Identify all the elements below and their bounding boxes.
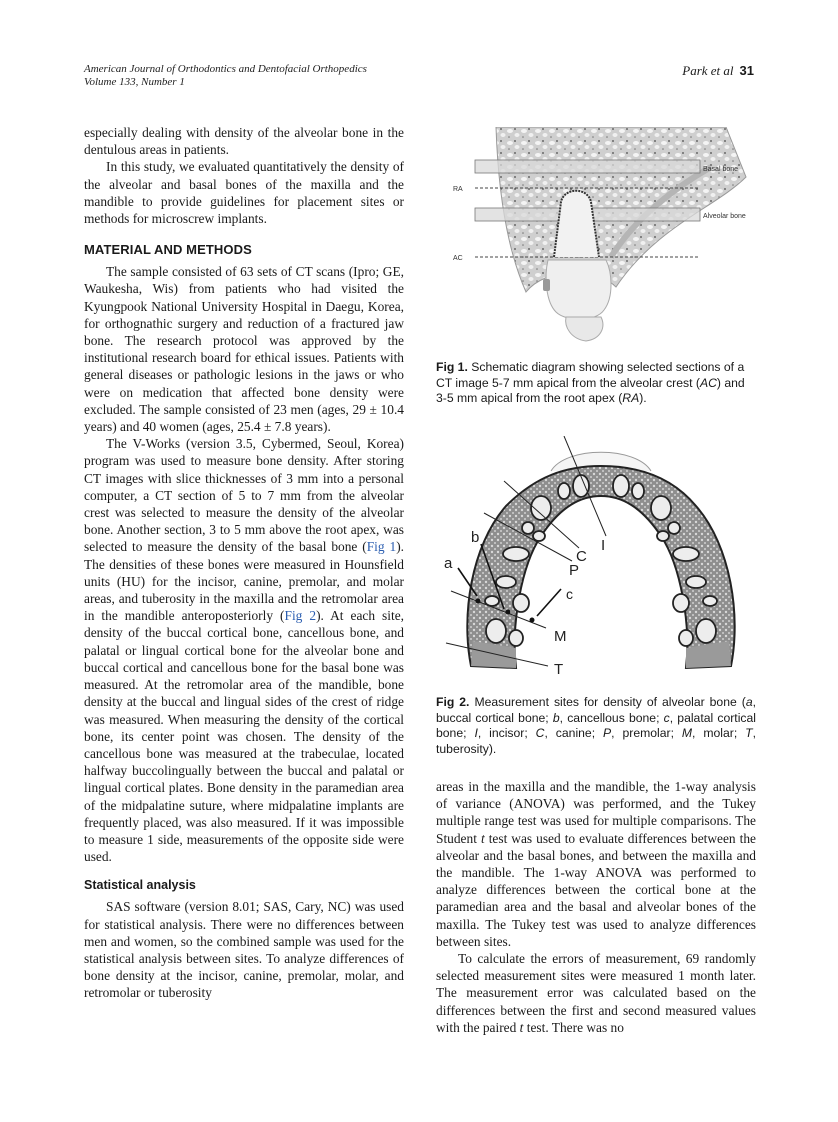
running-header [84,63,754,89]
statistics-text: To calculate the errors of measurement, 69 randomly selected measurement sites were measured 1 month later. The measurement error was calculated based on the differences between the first and second measured values with the paired [436,951,756,1035]
caption-abbrev: T [745,726,753,740]
caption-text: , incisor; [477,726,536,740]
caption-abbrev: c [663,710,670,725]
left-column [84,124,404,1002]
label-palatal-cortical: c [566,586,573,602]
tooth-bone-section-illustration [436,127,756,343]
methods-text: ). The densities of these bones were measured in Hounsfield units (HU) for the incisor, canine, premolar, and molar areas, and tuberosity in the maxilla and the retromolar area in the mandible anteroposteriorly ( [84,539,404,624]
running-authors: Park et al [682,63,734,78]
label-ac: AC [453,255,463,262]
caption-text: , palatal cortical bone; [436,710,756,740]
label-basal-bone: Basal bone [703,166,739,173]
caption-text: , buccal cortical bone; [436,695,756,725]
caption-abbrev: C [535,726,545,740]
label-molar: M [554,628,567,645]
figure-1-caption [436,360,756,407]
caption-text: ) and 3-5 mm apical from the root apex ( [436,375,745,405]
journal-volume: Volume 133, Number 1 [84,76,185,88]
figure-2-label: Fig 2. [436,695,470,709]
caption-abbrev: I [474,726,478,740]
caption-text: Schematic diagram showing selected sections of a CT image 5-7 mm apical from the alveolar crest ( [436,360,745,390]
caption-text: , tuberosity). [436,726,756,756]
t-symbol: t [519,1019,524,1035]
label-cancellous: b [471,529,480,546]
intro-paragraph-1: especially dealing with density of the alveolar bone in the dentulous areas in patients. [84,125,404,158]
label-canine: C [576,548,587,565]
statistics-text: areas in the maxilla and the mandible, the 1-way analysis of variance (ANOVA) was performed, and the Tukey multiple range test was used for multiple comparisons. The Student [436,779,756,846]
caption-abbrev: AC [699,375,717,390]
fig1-link[interactable]: Fig 1 [366,539,397,555]
header-right [682,63,754,79]
caption-text: , molar; [692,726,746,740]
dental-arch-illustration [436,436,756,676]
figure-1-diagram [436,127,756,343]
caption-text: , premolar; [611,726,682,740]
statistics-paragraph-1: SAS software (version 8.01; SAS, Cary, NC) was used for statistical analysis. There were no differences between men and women, so the combined sample was used for the statistical analysis between sites. To analyze differences of bone density at the incisor, canine, premolar, molar, and retromolar or tuberosity [84,899,404,1001]
caption-text: ). [639,391,647,405]
figure-2-caption [436,695,756,757]
page-number: 31 [739,63,754,78]
statistics-text: test was used to evaluate differences between the alveolar and the basal bones, and between the maxilla and the mandible. The 1-way ANOVA was performed to analyze differences between the cortical bone at the paramedian area and the basal and alveolar bones of the maxilla. The Tukey test was used to analyze differences between sites. [436,830,757,949]
fig2-link[interactable]: Fig 2 [284,608,317,624]
journal-title: American Journal of Orthodontics and Dentofacial Orthopedics [84,63,367,75]
caption-abbrev: P [603,726,612,740]
label-buccal-cortical: a [444,555,453,572]
label-alveolar-bone: Alveolar bone [703,213,746,220]
statistics-text: test. There was no [523,1019,624,1035]
label-premolar: P [569,562,580,579]
caption-abbrev: RA [622,391,640,405]
methods-text: ). At each site, density of the buccal cortical bone, cancellous bone, and palatal or lingual cortical bone for the alveolar bone and buccal cortical and cancellous bone for the basal bone was measured. At the retromolar area of the mandible, bone density at the buccal and lingual sides of the crest of ridge was measured. When measuring the density of the cortical bone, its center point was chosen. The density of the cancellous bone was measured at the trabeculae, located halfway buccolingually between the buccal and palatal or lingual cortical plates. Bone density in the paramedian area of the midpalatine suture, where midpalatine implants are frequently placed, was also measured. If it was impossible to measure 1 side, measurements of the opposite side were used. [84,608,404,865]
right-column [436,778,756,1036]
figure-2-caption-text [436,695,756,756]
caption-abbrev: M [681,726,693,740]
section-heading-methods: MATERIAL AND METHODS [84,242,252,258]
methods-paragraph-2 [84,435,404,865]
statistics-paragraph-1-continued [436,778,756,950]
caption-abbrev: a [745,695,753,709]
methods-text: The V-Works (version 3.5, Cybermed, Seoul, Korea) program was used to measure bone density. After storing CT images with slice thicknesses of 3 mm into a personal computer, a CT section of 5 to 7 mm from the alveolar crest was selected to measure the density of the alveolar bone. Another section, 3 to 5 mm above the root apex, was selected to measure the density of the basal bone ( [84,436,404,555]
statistics-paragraph-2 [436,950,756,1036]
caption-text: , cancellous bone; [559,710,664,725]
label-incisor: I [601,537,606,554]
caption-abbrev: b [552,710,560,725]
methods-paragraph-1: The sample consisted of 63 sets of CT scans (Ipro; GE, Waukesha, Wis) from patients who had visited the Kyungpook National University Hospital in Daegu, Korea, for orthognathic surgery and reduction of a fractured jaw bone. The research protocol was approved by the institutional research board for ethical issues. Patients with general diseases or pathologic lesions in the jaws or who were on medication that affected bone density were excluded. The sample consisted of 23 men (ages, 29 ± 10.4 years) and 40 women (ages, 25.4 ± 7.8 years). [84,264,404,435]
subsection-heading-statistics: Statistical analysis [84,878,196,893]
t-symbol: t [480,830,485,846]
label-ra: RA [453,186,463,193]
intro-paragraph-2: In this study, we evaluated quantitatively the density of the alveolar and basal bones of the maxilla and the mandible to provide guidelines for placement sites or methods for microscrew implants. [84,159,404,227]
figure-2-diagram [436,436,756,676]
label-tuberosity: T [554,661,564,676]
figure-1-label: Fig 1. [436,360,468,374]
caption-text: , canine; [544,726,604,740]
caption-text: Measurement sites for density of alveolar bone ( [474,695,746,709]
